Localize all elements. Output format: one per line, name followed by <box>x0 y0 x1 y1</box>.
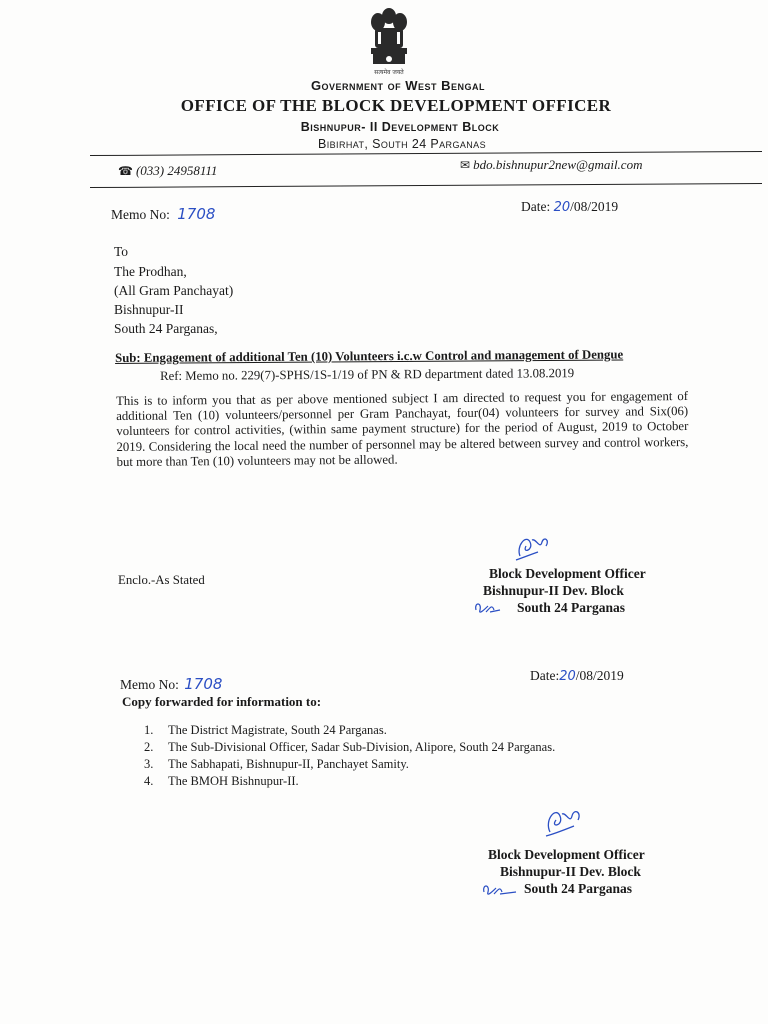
office-heading: OFFICE OF THE BLOCK DEVELOPMENT OFFICER <box>180 96 612 115</box>
memo-date-line <box>521 199 618 215</box>
list-item: 2. The Sub-Divisional Officer, Sadar Sub-Division, Alipore, South 24 Parganas. <box>144 740 556 754</box>
email-contact <box>460 157 642 173</box>
list-item: 3. The Sabhapati, Bishnupur-II, Panchayet Samity. <box>144 757 409 771</box>
signatory-block: Bishnupur-II Dev. Block <box>483 583 624 598</box>
copy-recipient-list <box>144 723 555 791</box>
memo-label: Memo No: <box>111 207 170 222</box>
address-line-4: South 24 Parganas, <box>114 321 218 336</box>
block-heading: Bishnupur- II Development Block <box>300 120 500 134</box>
memo2-label: Memo No: <box>120 677 179 692</box>
address-line-3: Bishnupur-II <box>114 302 184 317</box>
mail-icon: ✉ <box>460 158 471 172</box>
signature-block-1 <box>483 566 646 617</box>
email-address: bdo.bishnupur2new@gmail.com <box>473 157 643 172</box>
memo2-date-line <box>530 668 624 684</box>
list-item: 1. The District Magistrate, South 24 Parganas. <box>144 723 387 737</box>
initials-scribble-2 <box>480 880 518 900</box>
body-paragraph: This is to inform you that as per above mentioned subject I am directed to request you for engagement of additional Ten (10) volunteers/personnel per Gram Panchayat, four(04) volunteers for survey and Six(06) volunteers for control activities, (within same payment structure) for the period of August, 2019 to October 2019. Considering the local need the number of personnel may be altered between survey and control workers, but more than Ten (10) volunteers may not be allowed. <box>116 389 689 469</box>
phone-number: (033) 24958111 <box>135 163 218 178</box>
office-address: Bibirhat, South 24 Parganas <box>318 137 486 151</box>
header-rule-bottom <box>90 183 762 188</box>
signatory2-title: Block Development Officer <box>488 847 645 862</box>
date-day-handwritten: 20 <box>553 200 571 215</box>
enclosure-note: Enclo.-As Stated <box>118 573 205 587</box>
signatory-district: South 24 Parganas <box>517 600 626 615</box>
header-rule-top <box>90 151 762 156</box>
phone-contact <box>118 163 217 179</box>
signatory2-block: Bishnupur-II Dev. Block <box>500 864 641 879</box>
address-line-2: (All Gram Panchayat) <box>114 283 234 298</box>
signature-scribble-1 <box>512 528 556 564</box>
government-heading: Government of West Bengal <box>310 78 486 93</box>
memo2-number-handwritten: 1708 <box>184 675 223 693</box>
list-item: 4. The BMOH Bishnupur-II. <box>144 774 299 788</box>
memo2-number-line <box>120 675 222 693</box>
memo2-date-label: Date: <box>530 668 560 683</box>
memo2-date-month-year: /08/2019 <box>575 668 624 683</box>
date-label: Date: <box>521 199 551 214</box>
copy-forwarded-line: Copy forwarded for information to: <box>122 694 322 709</box>
memo2-date-day-handwritten: 20 <box>559 669 576 684</box>
signature-scribble-2 <box>540 800 588 840</box>
signatory-title: Block Development Officer <box>489 566 646 581</box>
date-month-year: /08/2019 <box>570 199 619 214</box>
memo-number-handwritten: 1708 <box>177 205 216 223</box>
address-line-1: The Prodhan, <box>114 264 187 279</box>
ashoka-emblem-icon <box>364 4 414 78</box>
signatory2-district: South 24 Parganas <box>524 881 633 896</box>
reference-line: Ref: Memo no. 229(7)-SPHS/1S-1/19 of PN & RD department dated 13.08.2019 <box>160 366 575 383</box>
address-to: To <box>114 244 129 259</box>
memo-number-line <box>111 205 215 223</box>
initials-scribble-1 <box>472 598 502 618</box>
telephone-icon: ☎ <box>118 164 133 178</box>
subject-line: Sub: Engagement of additional Ten (10) Volunteers i.c.w Control and management of Dengue <box>115 347 624 365</box>
emblem-motto: सत्यमेव जयते <box>374 69 404 76</box>
